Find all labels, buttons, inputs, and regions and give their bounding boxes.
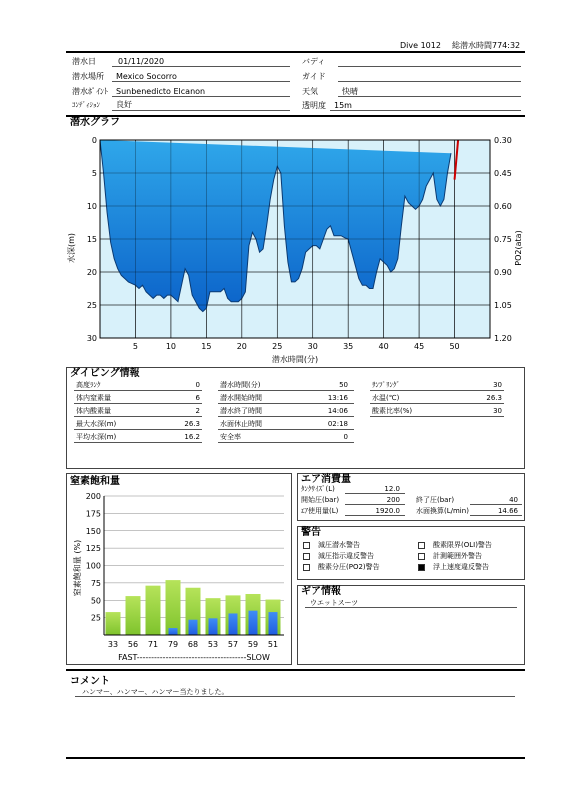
diving-info-underline — [74, 403, 202, 404]
warning-item — [418, 541, 492, 550]
x-tick-label: 35 — [343, 342, 354, 351]
x-tick-label: 33 — [107, 640, 119, 649]
diving-info-value: 50 — [339, 381, 348, 389]
diving-info-label: 水面休止時間 — [220, 420, 262, 428]
diving-info-underline — [74, 416, 202, 417]
x-tick-label: 53 — [207, 640, 219, 649]
x-tick-label: 15 — [201, 342, 212, 351]
tank-label: ﾀﾝｸｻｲｽﾞ(L) — [301, 485, 335, 493]
warning-title: 警告 — [301, 527, 321, 538]
diving-info-label: 潜水開始時間 — [220, 394, 262, 402]
y-axis-label: 窒素飽和量 (%) — [73, 539, 82, 597]
y2-tick-label: 0.45 — [494, 169, 512, 178]
x-tick-label: 45 — [413, 342, 425, 351]
diving-info-label: ｻﾝﾌﾟﾘﾝｸﾞ — [372, 381, 400, 389]
diving-info-underline — [218, 429, 354, 430]
checkbox-checked-icon — [418, 564, 425, 571]
diving-info-label: 水温(℃) — [372, 394, 400, 402]
graph-divider — [66, 115, 525, 117]
y-tick-label: 175 — [85, 509, 101, 519]
comment-title: コメント — [70, 676, 110, 687]
diving-info-underline — [218, 403, 354, 404]
total-time-label: 総潜水時間 — [452, 41, 492, 50]
x-ticks — [108, 640, 278, 649]
x-tick-label: 71 — [147, 640, 159, 649]
diving-info-value: 0 — [343, 433, 348, 441]
diving-info-title: ダイビング情報 — [70, 368, 140, 379]
diving-info-value: 2 — [195, 407, 200, 415]
end-pressure-value: 40 — [509, 496, 518, 504]
y2-tick-label: 1.05 — [494, 301, 512, 310]
warning-item — [418, 552, 482, 561]
y-tick-label: 30 — [86, 334, 97, 343]
y2-tick-label: 1.20 — [494, 334, 512, 343]
guide-label: ガイド — [302, 72, 326, 81]
visibility-label: 透明度 — [302, 101, 326, 110]
diving-info-value: 26.3 — [486, 394, 502, 402]
nitrogen-chart — [66, 488, 292, 664]
y-tick-label: 150 — [85, 526, 101, 536]
surface-rate-label: 水面換算(L/min) — [416, 507, 469, 515]
diving-info-underline — [370, 416, 504, 417]
diving-info-underline — [74, 390, 202, 391]
x-tick-label: 57 — [227, 640, 239, 649]
x-tick-label: 51 — [267, 640, 279, 649]
diving-info-label: 潜水終了時間 — [220, 407, 262, 415]
n2-bar-71 — [146, 586, 161, 635]
warning-item — [303, 541, 360, 550]
point-label: 潜水ﾎﾟｲﾝﾄ — [72, 87, 108, 96]
diving-info-value: 0 — [195, 381, 200, 389]
diving-info-label: 潜水時間(分) — [220, 381, 261, 389]
warning-item-label: 減圧指示違反警告 — [318, 552, 374, 560]
diving-info-underline — [370, 390, 504, 391]
visibility-value: 15m — [334, 101, 352, 110]
y-tick-label: 125 — [85, 544, 101, 554]
checkbox-unchecked-icon — [418, 553, 425, 560]
air-used-label: ｴｱ使用量(L) — [301, 507, 339, 515]
y-tick-label: 5 — [91, 169, 97, 178]
y-tick-label: 10 — [86, 202, 97, 211]
x-tick-label: 50 — [449, 342, 460, 351]
condition-value: 良好 — [116, 100, 132, 109]
start-pressure-value: 200 — [386, 496, 400, 504]
date-label: 潜水日 — [72, 57, 96, 66]
diving-info-label: 酸素比率(%) — [372, 407, 413, 415]
diving-info-underline — [218, 416, 354, 417]
air-used-value: 1920.0 — [375, 507, 400, 515]
y-tick-label: 25 — [86, 301, 97, 310]
diving-info-value: 30 — [493, 381, 502, 389]
y-tick-label: 0 — [91, 136, 97, 145]
point-value: Sunbenedicto Elcanon — [116, 87, 206, 96]
diving-info-value: 6 — [195, 394, 200, 402]
x-tick-label: 20 — [236, 342, 247, 351]
x-tick-label: 56 — [127, 640, 139, 649]
checkbox-unchecked-icon — [303, 542, 310, 549]
y2-tick-label: 0.90 — [494, 268, 512, 277]
diving-info-value: 30 — [493, 407, 502, 415]
x-tick-label: 40 — [378, 342, 389, 351]
diving-info-underline — [218, 442, 354, 443]
x-tick-label: 10 — [165, 342, 177, 351]
warning-item — [418, 563, 489, 572]
air-title: エア消費量 — [301, 474, 351, 485]
y-axis-label: 水深(m) — [67, 232, 76, 264]
start-pressure-label: 開始圧(bar) — [301, 496, 340, 504]
dive-number: Dive 1012 — [400, 41, 441, 50]
warning-item — [303, 552, 374, 561]
tank-value: 12.0 — [384, 485, 400, 493]
y-tick-label: 75 — [90, 578, 101, 588]
diving-info-label: 体内酸素量 — [76, 407, 111, 415]
y-tick-label: 25 — [90, 613, 101, 623]
dive-graph-title: 潜水グラフ — [70, 117, 120, 128]
n2-bar-56 — [126, 596, 141, 635]
y2-tick-label: 0.75 — [494, 235, 512, 244]
bars — [106, 580, 281, 635]
place-value: Mexico Socorro — [116, 72, 177, 81]
weather-value: 快晴 — [342, 87, 358, 96]
n2-overlay-bar-59 — [249, 611, 258, 635]
gear-title: ギア情報 — [301, 586, 341, 597]
y2-ticks — [494, 136, 512, 343]
weather-label: 天気 — [302, 87, 318, 96]
n2-overlay-bar-79 — [169, 628, 178, 635]
buddy-label: バディ — [302, 57, 326, 66]
y-tick-label: 50 — [90, 596, 101, 606]
n2-overlay-bar-57 — [229, 613, 238, 635]
n2-bar-33 — [106, 612, 121, 635]
checkbox-unchecked-icon — [303, 553, 310, 560]
nitrogen-title: 窒素飽和量 — [70, 476, 120, 487]
x-tick-label: 5 — [132, 342, 139, 351]
n2-overlay-bar-68 — [189, 620, 198, 635]
x-axis-label: 潜水時間(分) — [271, 355, 319, 364]
diving-info-label: 最大水深(m) — [76, 420, 117, 428]
checkbox-unchecked-icon — [303, 564, 310, 571]
comment-divider — [66, 669, 525, 671]
diving-info-label: 体内窒素量 — [76, 394, 111, 402]
dive-profile-chart — [60, 130, 530, 370]
y-ticks — [86, 492, 101, 623]
x-tick-label: 25 — [272, 342, 283, 351]
y2-tick-label: 0.30 — [494, 136, 512, 145]
diving-info-value: 26.3 — [184, 420, 200, 428]
end-pressure-label: 終了圧(bar) — [416, 496, 455, 504]
n2-overlay-bar-53 — [209, 618, 218, 635]
top-divider — [66, 51, 525, 53]
diving-info-label: 平均水深(m) — [76, 433, 117, 441]
x-tick-label: 59 — [247, 640, 259, 649]
y-tick-label: 200 — [85, 492, 101, 501]
checkbox-unchecked-icon — [418, 542, 425, 549]
n2-bar-79 — [166, 580, 181, 635]
gear-value: ウエットスーツ — [310, 599, 359, 607]
y-tick-label: 20 — [86, 268, 97, 277]
diving-info-underline — [74, 429, 202, 430]
date-value: 01/11/2020 — [118, 57, 165, 66]
x-ticks — [133, 342, 460, 351]
warning-item-label: 酸素分圧(PO2)警告 — [318, 563, 380, 571]
warning-item — [303, 563, 380, 572]
warning-item-label: 計測範囲外警告 — [433, 552, 482, 560]
diving-info-value: 02:18 — [327, 420, 348, 428]
diving-info-underline — [370, 403, 504, 404]
place-label: 潜水場所 — [72, 72, 104, 81]
diving-info-underline — [218, 390, 354, 391]
comment-text: ハンマー、ハンマー、ハンマー当たりました。 — [82, 688, 229, 696]
x-tick-label: 30 — [307, 342, 318, 351]
x-tick-label: 79 — [167, 640, 179, 649]
y2-axis-label: PO2(ata) — [514, 230, 523, 266]
fast-slow-label: FAST--------------------------------------SLOW — [118, 653, 270, 662]
warning-item-label: 酸素限界(OLI)警告 — [433, 541, 492, 549]
y-tick-label: 100 — [85, 561, 101, 571]
y-ticks — [87, 136, 97, 343]
y2-tick-label: 0.60 — [494, 202, 512, 211]
total-time-value: 774:32 — [492, 41, 521, 50]
n2-overlay-bar-51 — [269, 612, 278, 635]
surface-rate-value: 14.66 — [497, 507, 518, 515]
warning-item-label: 浮上速度違反警告 — [433, 563, 489, 571]
x-tick-label: 68 — [187, 640, 199, 649]
diving-info-label: 高度ﾗﾝｸ — [76, 381, 101, 389]
diving-info-value: 14:06 — [327, 407, 348, 415]
y-tick-label: 15 — [86, 235, 97, 244]
diving-info-label: 安全率 — [220, 433, 241, 441]
diving-info-value: 16.2 — [184, 433, 200, 441]
diving-info-box — [66, 367, 525, 469]
bottom-divider — [66, 757, 525, 759]
diving-info-value: 13:16 — [327, 394, 348, 402]
diving-info-underline — [74, 442, 202, 443]
warning-item-label: 減圧潜水警告 — [318, 541, 360, 549]
condition-label: ｺﾝﾃﾞｨｼｮﾝ — [72, 101, 100, 109]
